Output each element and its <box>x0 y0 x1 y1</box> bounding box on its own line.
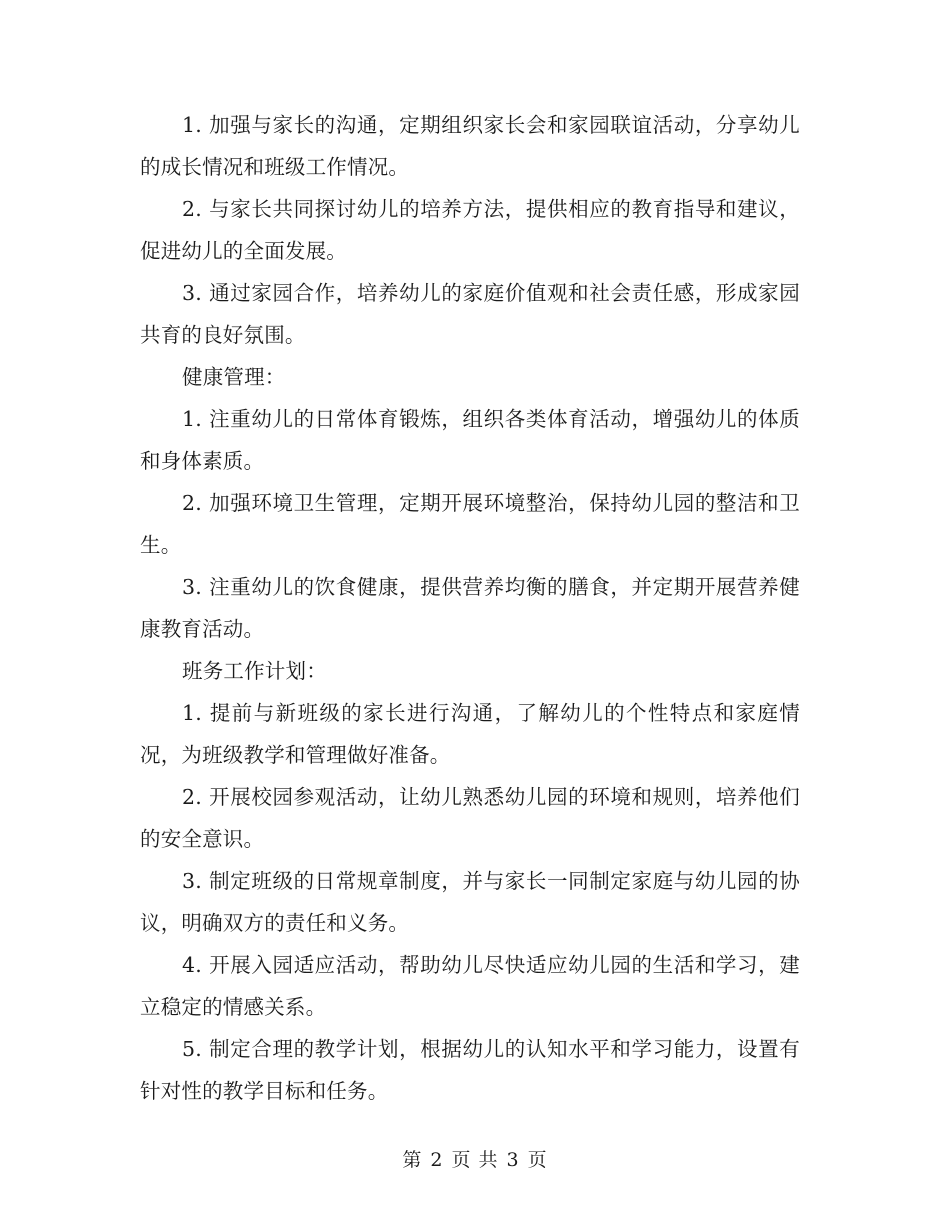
document-body <box>140 104 800 1112</box>
class-plan-heading: 班务工作计划： <box>182 659 327 683</box>
family-item-1: 1. 加强与家长的沟通，定期组织家长会和家园联谊活动，分享幼儿的成长情况和班级工作情况。 <box>140 113 800 179</box>
footer-total-pages: 3 <box>506 1149 520 1171</box>
family-item-2: 2. 与家长共同探讨幼儿的培养方法，提供相应的教育指导和建议，促进幼儿的全面发展。 <box>140 197 800 263</box>
health-heading: 健康管理： <box>182 365 286 389</box>
health-item-2: 2. 加强环境卫生管理，定期开展环境整治，保持幼儿园的整洁和卫生。 <box>140 491 800 557</box>
family-item-3: 3. 通过家园合作，培养幼儿的家庭价值观和社会责任感，形成家园共育的良好氛围。 <box>140 281 800 347</box>
class-item-3: 3. 制定班级的日常规章制度，并与家长一同制定家庭与幼儿园的协议，明确双方的责任和义务。 <box>140 869 800 935</box>
footer-middle: 页 共 <box>451 1149 499 1171</box>
class-item-1: 1. 提前与新班级的家长进行沟通，了解幼儿的个性特点和家庭情况，为班级教学和管理做好准备。 <box>140 701 800 767</box>
footer-suffix: 页 <box>527 1149 548 1171</box>
class-item-4: 4. 开展入园适应活动，帮助幼儿尽快适应幼儿园的生活和学习，建立稳定的情感关系。 <box>140 953 800 1019</box>
health-item-3: 3. 注重幼儿的饮食健康，提供营养均衡的膳食，并定期开展营养健康教育活动。 <box>140 575 800 641</box>
footer-page-number: 2 <box>430 1149 444 1171</box>
class-item-5: 5. 制定合理的教学计划，根据幼儿的认知水平和学习能力，设置有针对性的教学目标和任务。 <box>140 1037 800 1103</box>
page-footer <box>0 1146 950 1174</box>
health-item-1: 1. 注重幼儿的日常体育锻炼，组织各类体育活动，增强幼儿的体质和身体素质。 <box>140 407 800 473</box>
footer-prefix: 第 <box>402 1149 423 1171</box>
class-item-2: 2. 开展校园参观活动，让幼儿熟悉幼儿园的环境和规则，培养他们的安全意识。 <box>140 785 800 851</box>
